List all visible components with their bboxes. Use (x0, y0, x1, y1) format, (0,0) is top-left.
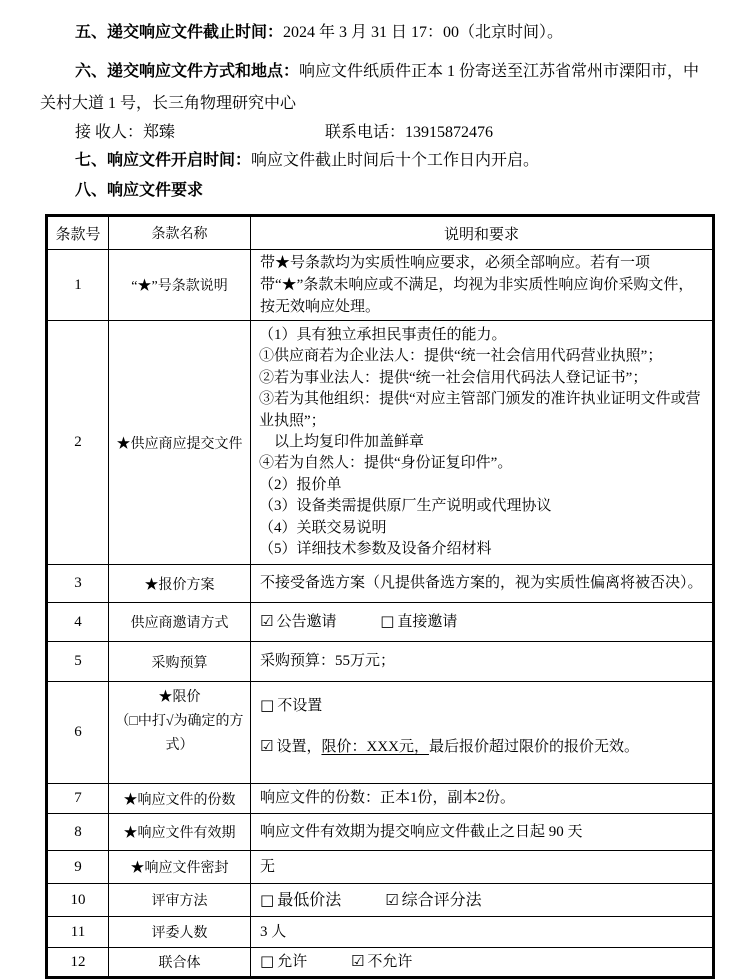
table-row (47, 917, 714, 948)
clause-name: ★响应文件的份数 (109, 784, 251, 814)
desc-line: ③若为其他组织：提供“对应主管部门颁发的准许执业证明文件或营业执照”； (259, 391, 701, 429)
option-label: 综合评分法 (401, 891, 482, 909)
option (260, 736, 703, 758)
recipient-name: 接 收人：郑臻 (75, 124, 176, 141)
header-clause-desc: 说明和要求 (251, 216, 714, 250)
contact-phone: 联系电话：13915872476 (325, 124, 494, 141)
clause-no: 6 (47, 682, 109, 784)
table-row (47, 784, 714, 814)
clause-name: 联合体 (109, 948, 251, 978)
clause-desc: 响应文件的份数：正本1份，副本2份。 (251, 784, 714, 814)
header-clause-no: 条款号 (47, 216, 109, 250)
option (385, 892, 481, 909)
clause-name (109, 682, 251, 784)
option-label: 直接邀请 (397, 614, 458, 631)
checkbox-unchecked-icon: □ (260, 890, 275, 909)
clause-name-line: ★限价 (158, 690, 201, 706)
desc-line: （3）设备类需提供原厂生产说明或代理协议 (259, 498, 552, 515)
desc-line: （4）关联交易说明 (259, 519, 387, 536)
clause-name: ★响应文件有效期 (109, 814, 251, 851)
clause-name: 供应商邀请方式 (109, 603, 251, 642)
option (351, 954, 412, 970)
section-text: 响应文件纸质件正本 1 份寄送至江苏省常州市溧阳市，中关村大道 1 号，长三角物理研究中心 (40, 63, 700, 112)
section-text: 2024 年 3 月 31 日 17：00（北京时间）。 (283, 24, 564, 41)
checkbox-checked-icon: ☑ (260, 737, 274, 756)
table-row (47, 250, 714, 321)
clause-no: 9 (47, 851, 109, 884)
desc-line: ①供应商若为企业法人：提供“统一社会信用代码营业执照”； (259, 348, 663, 365)
section-heading-requirements (40, 178, 712, 204)
clause-desc: 响应文件有效期为提交响应文件截止之日起 90 天 (251, 814, 714, 851)
header-clause-name: 条款名称 (109, 216, 251, 250)
clause-desc (251, 948, 714, 978)
clause-no: 4 (47, 603, 109, 642)
section-label: 七、响应文件开启时间： (75, 152, 252, 169)
clause-no: 1 (47, 250, 109, 321)
clause-no: 5 (47, 642, 109, 682)
limit-price-underlined: 限价：XXX元， (321, 739, 429, 756)
checkbox-checked-icon: ☑ (385, 890, 399, 909)
clause-desc: 3 人 (251, 917, 714, 948)
clause-name: ★供应商应提交文件 (109, 321, 251, 565)
clause-name: ★响应文件密封 (109, 851, 251, 884)
clause-no: 7 (47, 784, 109, 814)
table-row (47, 948, 714, 978)
clause-desc (251, 884, 714, 917)
desc-line: （2）报价单 (259, 476, 342, 493)
table-row (47, 814, 714, 851)
clause-name: ★报价方案 (109, 565, 251, 603)
desc-line: （5）详细技术参数及设备介绍材料 (259, 541, 492, 558)
clause-desc (251, 682, 714, 784)
clause-desc: 无 (251, 851, 714, 884)
desc-line: ②若为事业法人：提供“统一社会信用代码法人登记证书”； (259, 369, 648, 386)
clause-desc: 采购预算：55万元； (251, 642, 714, 682)
clause-no: 3 (47, 565, 109, 603)
option (260, 954, 307, 970)
option (260, 614, 336, 630)
clause-name: 评委人数 (109, 917, 251, 948)
option-label: 最后报价超过限价的报价无效。 (428, 739, 639, 756)
section-label: 六、递交响应文件方式和地点： (75, 63, 300, 80)
contact-line (40, 120, 712, 146)
section-heading-opening-time (40, 148, 712, 174)
desc-line: （1）具有独立承担民事责任的能力。 (259, 327, 507, 343)
option-label: 允许 (277, 954, 308, 971)
desc-line: ④若为自然人：提供“身份证复印件”。 (259, 455, 513, 472)
section-label: 五、递交响应文件截止时间： (75, 24, 284, 41)
requirements-table (45, 214, 715, 979)
option (260, 892, 341, 909)
option-label: 最低价法 (277, 891, 342, 909)
table-row (47, 682, 714, 784)
section-label: 八、响应文件要求 (75, 182, 204, 199)
clause-no: 11 (47, 917, 109, 948)
section-heading-deadline (40, 20, 712, 46)
table-row (47, 884, 714, 917)
clause-name: “★”号条款说明 (109, 250, 251, 321)
option-label: 不设置 (277, 698, 323, 715)
checkbox-unchecked-icon: □ (260, 952, 275, 971)
table-header-row (47, 216, 714, 250)
option-label: 公告邀请 (276, 614, 337, 631)
clause-name: 评审方法 (109, 884, 251, 917)
table-row (47, 603, 714, 642)
section-heading-delivery (40, 56, 712, 120)
option (380, 614, 457, 630)
clause-desc (251, 321, 714, 565)
clause-no: 2 (47, 321, 109, 565)
option-label: 设置， (276, 739, 322, 756)
clause-desc (251, 603, 714, 642)
desc-line: 以上均复印件加盖鲜章 (259, 434, 425, 451)
table-row (47, 321, 714, 565)
clause-name-line: （□中打√为确定的方式） (115, 714, 244, 754)
checkbox-checked-icon: ☑ (350, 952, 365, 971)
checkbox-checked-icon: ☑ (260, 612, 274, 631)
checkbox-unchecked-icon: □ (260, 696, 275, 715)
clause-no: 8 (47, 814, 109, 851)
checkbox-unchecked-icon: □ (380, 612, 395, 631)
table-row (47, 565, 714, 603)
clause-name: 采购预算 (109, 642, 251, 682)
clause-no: 10 (47, 884, 109, 917)
table-row (47, 642, 714, 682)
option-label: 不允许 (367, 954, 413, 971)
section-text: 响应文件截止时间后十个工作日内开启。 (251, 152, 540, 169)
clause-desc: 不接受备选方案（凡提供备选方案的，视为实质性偏离将被否决）。 (251, 565, 714, 603)
clause-no: 12 (47, 948, 109, 978)
table-row (47, 851, 714, 884)
option (260, 695, 703, 717)
clause-desc: 带★号条款均为实质性响应要求，必须全部响应。若有一项带“★”条款未响应或不满足，均视为非实质性响应询价采购文件，按无效响应处理。 (251, 250, 714, 321)
